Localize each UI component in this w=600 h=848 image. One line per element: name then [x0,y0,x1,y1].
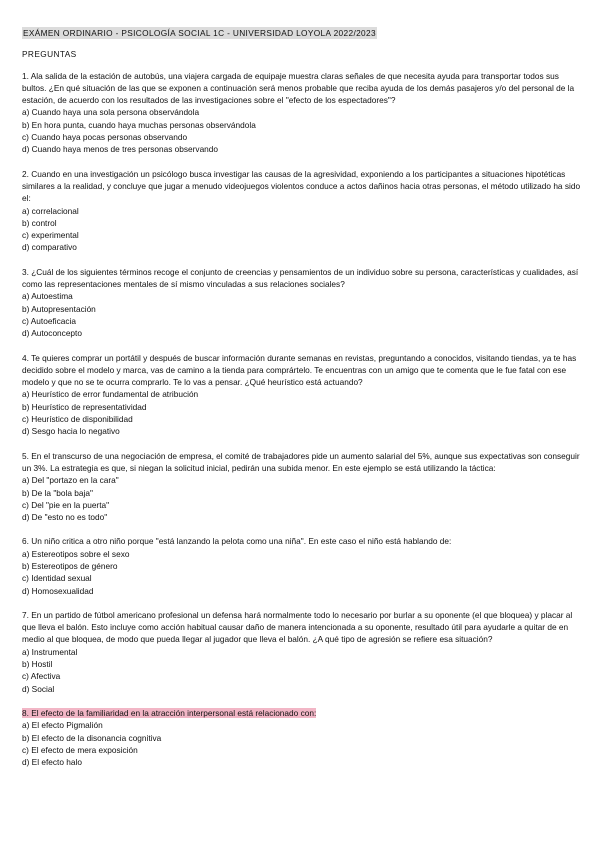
highlighted-text: 8. El efecto de la familiaridad en la atracción interpersonal está relacionado con: [22,707,317,718]
option-d: d) Homosexualidad [22,585,94,596]
option-d: d) De "esto no es todo" [22,512,108,523]
option-list [22,205,584,254]
question-text-highlighted [22,707,584,719]
option-list [22,646,584,695]
option-list [22,388,584,437]
question-text: 5. En el transcurso de una negociación de empresa, el comité de trabajadores pide un aumento salarial del 5%, aunque sus expectativas son conseguir un 3%. La estrategia es que, si niegan la solicitud inicial, pedirán una subida menor. En este ejemplo se está utilizando la táctica: [22,450,580,473]
question-4 [22,352,584,438]
question-2 [22,168,584,254]
option-a: a) El efecto Pigmalión [22,720,103,731]
option-c: c) Afectiva [22,671,61,682]
option-a: a) Instrumental [22,646,78,657]
question-text: 1. Ala salida de la estación de autobús, una viajera cargada de equipaje muestra claras señales de que necesita ayuda para transportar todos sus bultos. ¿En qué situación de las que se exponen a continuación será menos probable que reciba ayuda de los demás pasajeros y/o del personal de la estación, de acuerdo con los resultados de las investigaciones sobre el "efecto de los espectadores"? [22,70,575,106]
option-c: c) El efecto de mera exposición [22,744,138,755]
option-list [22,548,584,597]
question-text: 4. Te quieres comprar un portátil y después de buscar información durante semanas en revistas, preguntando a conocidos, visitando tiendas, ya te has decidido sobre el modelo y marca, vas de camino a la tienda para comprártelo. Te encuentras con un amigo que te comenta que le fue fatal con ese modelo y que no se te ocurra comprarlo. Te lo vas a pensar. ¿Qué heurístico está actuando? [22,352,577,388]
option-a: a) Autoestima [22,291,73,302]
option-c: c) experimental [22,230,79,241]
option-a: a) Heurístico de error fundamental de atribución [22,389,199,400]
exam-header: EXÁMEN ORDINARIO - PSICOLOGÍA SOCIAL 1C - UNIVERSIDAD LOYOLA 2022/2023 [23,28,376,38]
option-b: b) Estereotipos de género [22,560,118,571]
option-list [22,474,584,523]
option-list [22,106,584,155]
question-text: 3. ¿Cuál de los siguientes términos recoge el conjunto de creencias y pensamientos de un individuo sobre su persona, características y cualidades, así como las representaciones mentales de sí mismo vinculadas a sus relaciones sociales? [22,266,579,290]
option-c: c) Heurístico de disponibilidad [22,414,133,425]
question-1 [22,70,584,156]
option-b: b) En hora punta, cuando haya muchas personas observándola [22,119,256,130]
option-c: c) Cuando haya pocas personas observando [22,132,188,143]
option-d: d) Social [22,683,55,694]
question-text: 7. En un partido de fútbol americano profesional un defensa hará normalmente todo lo necesario por burlar a su oponente (el que bloquea) y placar al que lleva el balón. Esto incluye como acción habitual causar daño de manera intencionada a su oponente, resultado útil para ayudarle a quitar de en medio al que bloquea, de modo que pueda llegar al jugador que lleva el balón. ¿A qué tipo de agresión se refiere esa situación? [22,609,573,645]
option-b: b) control [22,217,57,228]
option-c: c) Identidad sexual [22,573,92,584]
option-a: a) Cuando haya una sola persona observándola [22,107,200,118]
option-b: b) Autopresentación [22,303,96,314]
question-3 [22,266,584,340]
option-d: d) El efecto halo [22,757,82,768]
question-6 [22,535,584,596]
option-a: a) Estereotipos sobre el sexo [22,548,130,559]
option-d: d) Autoconcepto [22,328,82,339]
option-b: b) De la "bola baja" [22,487,93,498]
option-d: d) Cuando haya menos de tres personas observando [22,144,219,155]
exam-page [22,27,584,780]
question-7 [22,609,584,695]
option-b: b) Heurístico de representatividad [22,401,147,412]
question-text: 2. Cuando en una investigación un psicólogo busca investigar las causas de la agresividad, exponiendo a los participantes a situaciones hipotéticas similares a la realidad, y concluye que jugar a menudo videojuegos violentos conduce a actos dañinos hacia otras personas, el método utilizado ha sido el: [22,168,581,204]
question-8 [22,707,584,768]
option-d: d) comparativo [22,242,77,253]
section-title: PREGUNTAS [22,49,77,60]
option-b: b) El efecto de la disonancia cognitiva [22,732,162,743]
option-list [22,290,584,339]
option-a: a) correlacional [22,205,79,216]
question-5 [22,450,584,524]
question-text: 6. Un niño critica a otro niño porque "está lanzando la pelota como una niña". En este caso el niño está hablando de: [22,536,452,547]
option-b: b) Hostil [22,659,53,670]
option-list [22,719,584,768]
option-a: a) Del "portazo en la cara" [22,475,119,486]
option-c: c) Del "pie en la puerta" [22,499,110,510]
option-c: c) Autoeficacia [22,315,76,326]
question-list [22,70,584,769]
option-d: d) Sesgo hacia lo negativo [22,426,120,437]
